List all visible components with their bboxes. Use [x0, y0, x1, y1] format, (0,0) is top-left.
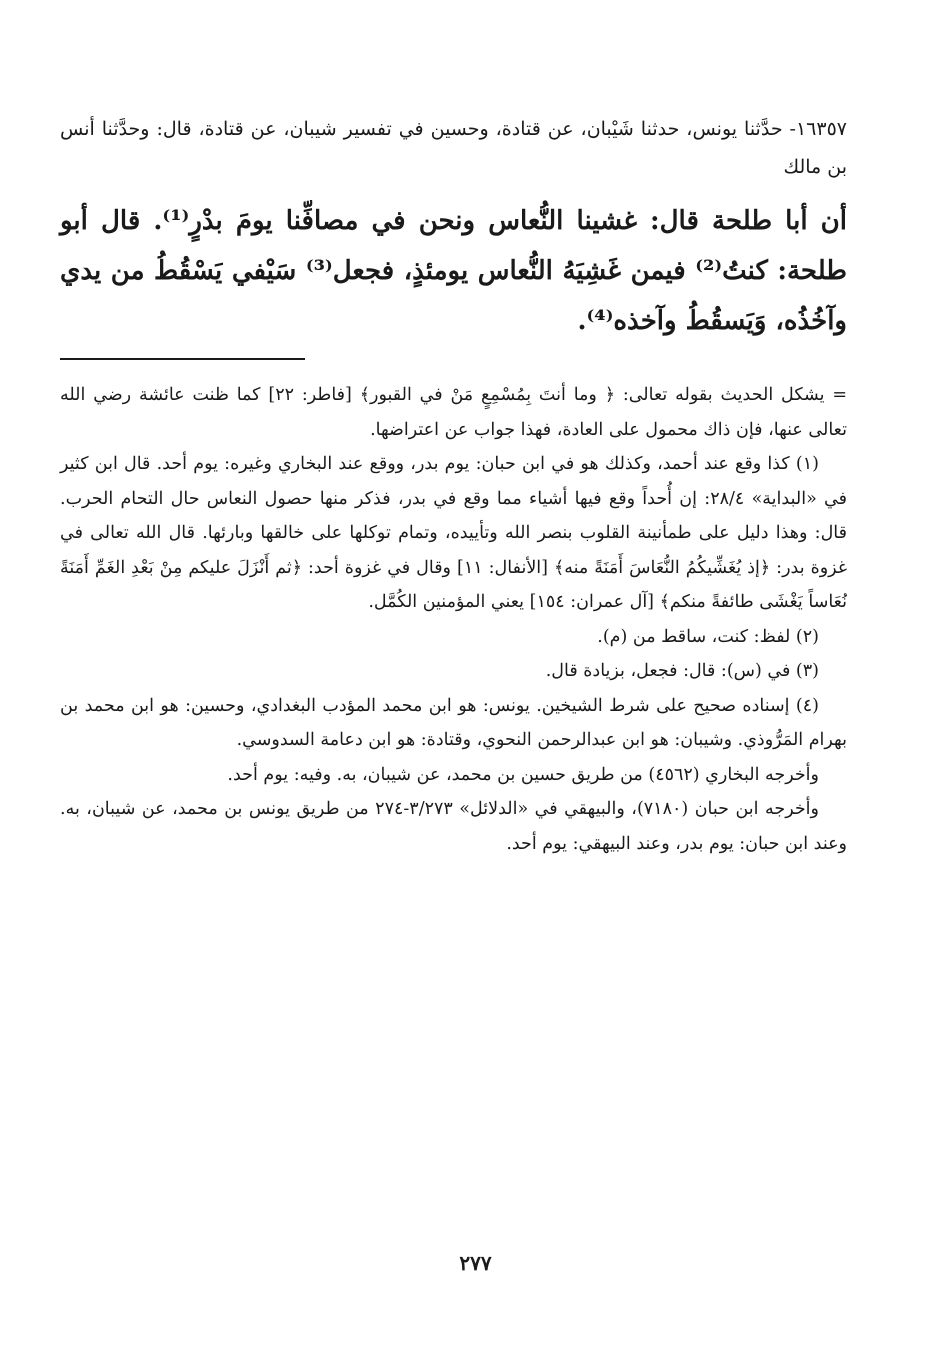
footnote-separator: [60, 358, 305, 360]
footnote-4: (٤) إسناده صحيح على شرط الشيخين. يونس: هو ابن محمد المؤدب البغدادي، وحسين: هو ابن محمد بن بهرام المَرُّوذي. وشيبان: هو ابن عبدالرحمن النحوي، وقتادة: هو ابن دعامة السدوسي.: [60, 695, 847, 750]
footnote-continuation: = يشكل الحديث بقوله تعالى: ﴿ وما أنتَ بِمُسْمِعٍ مَنْ في القبور﴾ [فاطر: ٢٢] كما ظنت عائشة رضي الله تعالى عنها، فإن ذاك محمول على العادة، فهذا جواب عن اعتراضها.: [60, 385, 847, 440]
footnote-4-bukhari: وأخرجه البخاري (٤٥٦٢) من طريق حسين بن محمد، عن شيبان، به. وفيه: يوم أحد.: [227, 764, 819, 785]
hadith-isnad: ١٦٣٥٧- حدَّثنا يونس، حدثنا شَيْبان، عن قتادة، وحسين في تفسير شيبان، عن قتادة، قال: وحدَّثنا أنس بن مالك: [60, 118, 847, 178]
page-number: ٢٧٧: [459, 1251, 492, 1275]
footnote-2: (٢) لفظ: كنت، ساقط من (م).: [597, 626, 819, 647]
footnote-4-ibn-hibban: وأخرجه ابن حبان (٧١٨٠)، والبيهقي في «الدلائل» ٣/٢٧٣-٢٧٤ من طريق يونس بن محمد، عن شيبان، به. وعند ابن حبان: يوم بدر، وعند البيهقي: يوم أحد.: [60, 799, 847, 854]
hadith-text: أن أبا طلحة قال: غشينا النُّعاس ونحن في مصافِّنا يومَ بدْرٍ⁽¹⁾. قال أبو طلحة: كنتُ⁽²⁾ فيمن غَشِيَهُ النُّعاس يومئذٍ، فجعل⁽³⁾ سَيْفي يَسْقُطُ من يدي وآخُذُه، وَيَسقُطُ وآخذه⁽⁴⁾.: [60, 206, 848, 336]
footnote-1: (١) كذا وقع عند أحمد، وكذلك هو في ابن حبان: يوم بدر، ووقع عند البخاري وغيره: يوم أحد. قال ابن كثير في «البداية» ٢٨/٤: إن أُحداً وقع فيها أشياء مما وقع في بدر، فذكر منها حصول النعاس حال التحام الحرب. قال: وهذا دليل على طمأنينة القلوب بنصر الله وتأييده، وتمام توكلها على خالقها وبارئها. قال الله تعالى في غزوة بدر: ﴿إذ يُغَشِّيكُمُ النُّعَاسَ أَمَنَةً منه﴾ [الأنفال: ١١] وقال في غزوة أحد: ﴿ثم أَنْزَلَ عليكم مِنْ بَعْدِ الغَمِّ أَمَنَةً نُعَاساً يَغْشَى طائفةً منكم﴾ [آل عمران: ١٥٤] يعني المؤمنين الكُمَّل.: [60, 454, 847, 612]
footnote-3: (٣) في (س): قال: فجعل، بزيادة قال.: [545, 661, 819, 681]
page-body: [60, 110, 847, 1310]
